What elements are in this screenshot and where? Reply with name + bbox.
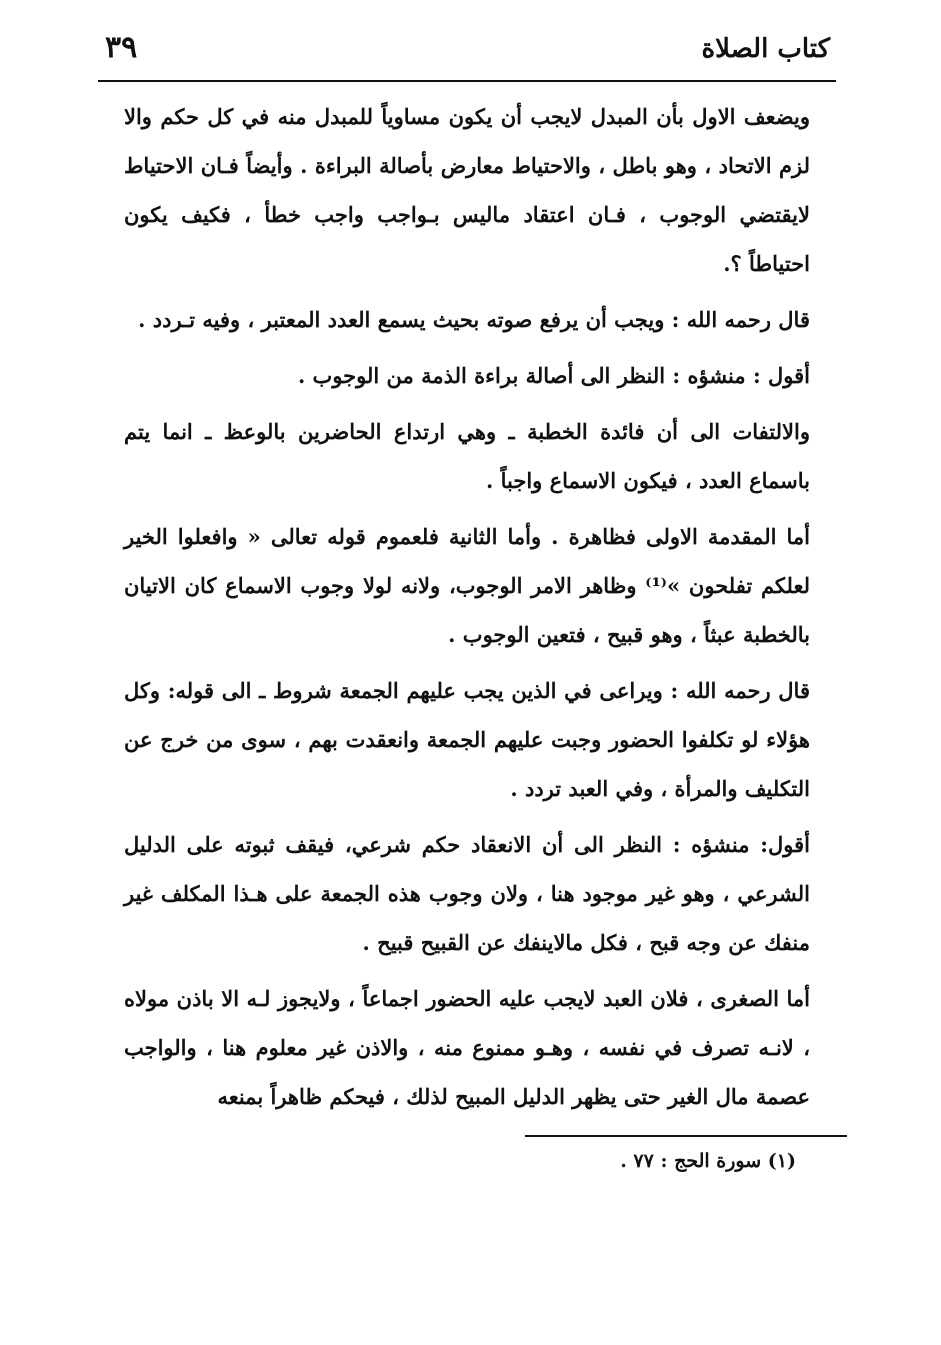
paragraph: والالتفات الى أن فائدة الخطبة ـ وهي ارتداع الحاضرين بالوعظ ـ انما يتم باسماع العدد ، فيكون الاسماع واجباً .	[124, 419, 810, 493]
paragraph: أقول: منشؤه : النظر الى أن الانعقاد حكم شرعي، فيقف ثبوته على الدليل الشرعي ، وهو غير موجود هنا ، ولان وجوب هذه الجمعة على هـذا المكلف غير منفك عن وجه قبح ، فكل مالاينفك عن القبيح قبيح .	[124, 832, 810, 955]
footnote-rule	[525, 1135, 847, 1137]
paragraph: أقول : منشؤه : النظر الى أصالة براءة الذمة من الوجوب .	[297, 363, 810, 388]
paragraph: قال رحمه الله : ويراعى في الذين يجب عليهم الجمعة شروط ـ الى قوله: وكل هؤلاء لو تكلفوا الحضور وجبت عليهم الجمعة وانعقدت بهم ، سوى من خرج عن التكليف والمرأة ، وفي العبد تردد .	[124, 678, 810, 801]
paragraph: أما المقدمة الاولى فظاهرة . وأما الثانية فلعموم قوله تعالى « وافعلوا الخير لعلكم تفلحون »⁽¹⁾ وظاهر الامر الوجوب، ولانه لولا وجوب الاسماع كان الاتيان بالخطبة عبثاً ، وهو قبيح ، فتعين الوجوب .	[124, 524, 810, 647]
running-title: كتاب الصلاة	[701, 34, 830, 64]
paragraph: ويضعف الاول بأن المبدل لايجب أن يكون مساوياً للمبدل منه في كل حكم والا لزم الاتحاد ، وهو باطل ، والاحتياط معارض بأصالة البراءة . وأيضاً فـان الاحتياط لايقتضي الوجوب ، فـان اعتقاد ماليس بـواجب واجب خطأ ، فكيف يكون احتياطاً ؟.	[124, 104, 810, 276]
page-header	[105, 26, 835, 76]
header-rule	[98, 80, 836, 82]
footnote: (١) سورة الحج : ٧٧ .	[620, 1150, 796, 1172]
paragraph: قال رحمه الله : ويجب أن يرفع صوته بحيث يسمع العدد المعتبر ، وفيه تـردد .	[138, 307, 810, 332]
body-text	[124, 92, 810, 1128]
paragraph: أما الصغرى ، فلان العبد لايجب عليه الحضور اجماعاً ، ولايجوز لـه الا باذن مولاه ، لانـه تصرف في نفسه ، وهـو ممنوع منه ، والاذن غير معلوم هنا ، والواجب عصمة مال الغير حتى يظهر الدليل المبيح لذلك ، فيحكم ظاهراً بمنعه	[124, 986, 810, 1109]
page-number: ٣٩	[105, 30, 138, 65]
